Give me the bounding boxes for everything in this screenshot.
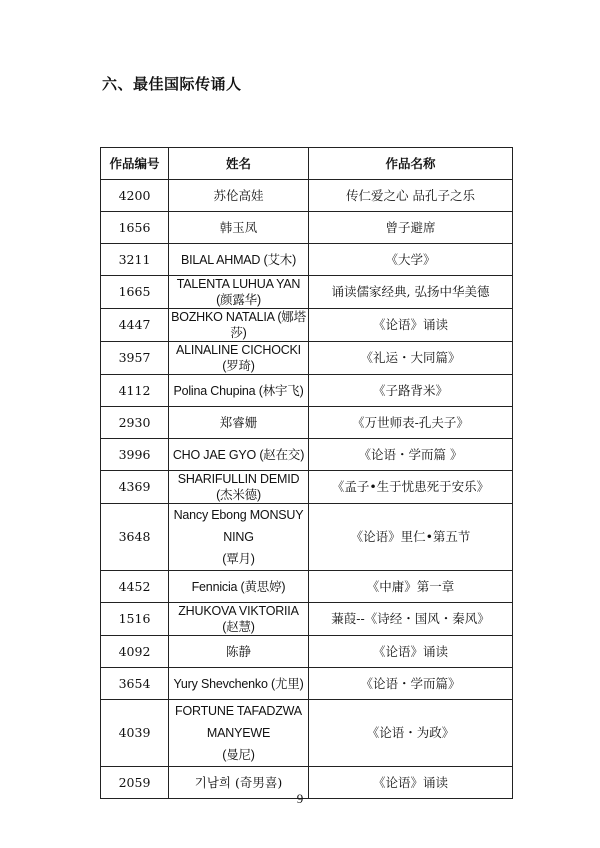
table-row bbox=[101, 636, 513, 668]
cell-name: Yury Shevchenko (尤里) bbox=[169, 668, 309, 700]
cell-name-line-2: (曼尼) bbox=[222, 748, 255, 762]
cell-work-id: 4092 bbox=[101, 636, 169, 668]
table-row bbox=[101, 244, 513, 276]
cell-work-id: 3996 bbox=[101, 439, 169, 471]
cell-work-title: 《论语》诵读 bbox=[309, 636, 513, 668]
cell-work-title: 《论语・为政》 bbox=[309, 700, 513, 767]
table-row bbox=[101, 342, 513, 375]
cell-work-id: 4112 bbox=[101, 375, 169, 407]
cell-name bbox=[169, 504, 309, 571]
cell-work-id: 4369 bbox=[101, 471, 169, 504]
awards-table bbox=[100, 147, 513, 799]
cell-work-id: 3654 bbox=[101, 668, 169, 700]
cell-name: CHO JAE GYO (赵在交) bbox=[169, 439, 309, 471]
cell-work-title: 《论语》诵读 bbox=[309, 309, 513, 342]
cell-work-id: 1516 bbox=[101, 603, 169, 636]
cell-work-title: 蒹葭--《诗经・国风・秦风》 bbox=[309, 603, 513, 636]
table-row bbox=[101, 180, 513, 212]
table-row bbox=[101, 375, 513, 407]
cell-work-title: 《论语》里仁•第五节 bbox=[309, 504, 513, 571]
table-row bbox=[101, 407, 513, 439]
table-row bbox=[101, 439, 513, 471]
cell-work-id: 3957 bbox=[101, 342, 169, 375]
cell-work-title: 《论语・学而篇 》 bbox=[309, 439, 513, 471]
cell-work-title: 诵读儒家经典, 弘扬中华美德 bbox=[309, 276, 513, 309]
table-row bbox=[101, 603, 513, 636]
cell-work-title: 《中庸》第一章 bbox=[309, 571, 513, 603]
cell-work-title: 《万世师表-孔夫子》 bbox=[309, 407, 513, 439]
cell-work-title: 《孟子•生于忧患死于安乐》 bbox=[309, 471, 513, 504]
cell-name-line-1: FORTUNE TAFADZWA MANYEWE bbox=[175, 704, 302, 740]
cell-work-id: 4452 bbox=[101, 571, 169, 603]
cell-work-id: 4447 bbox=[101, 309, 169, 342]
table-row bbox=[101, 668, 513, 700]
page-number: 9 bbox=[296, 791, 304, 806]
cell-name: Fennicia (黄思婷) bbox=[169, 571, 309, 603]
cell-work-title: 《论语・学而篇》 bbox=[309, 668, 513, 700]
cell-name: ALINALINE CICHOCKI (罗琦) bbox=[169, 342, 309, 375]
table-row bbox=[101, 504, 513, 571]
cell-work-title: 传仁爱之心 品孔子之乐 bbox=[309, 180, 513, 212]
cell-work-id: 1656 bbox=[101, 212, 169, 244]
cell-name-line-2: (覃月) bbox=[222, 552, 255, 566]
cell-name: 苏伦高娃 bbox=[169, 180, 309, 212]
table-header-row bbox=[101, 148, 513, 180]
table-row bbox=[101, 212, 513, 244]
cell-work-title: 曾子避席 bbox=[309, 212, 513, 244]
table-row bbox=[101, 700, 513, 767]
section-heading: 六、最佳国际传诵人 bbox=[102, 75, 242, 93]
cell-name: Polina Chupina (林宇飞) bbox=[169, 375, 309, 407]
table-row bbox=[101, 276, 513, 309]
cell-name: BILAL AHMAD (艾木) bbox=[169, 244, 309, 276]
table-row bbox=[101, 471, 513, 504]
cell-work-title: 《礼运・大同篇》 bbox=[309, 342, 513, 375]
table-row bbox=[101, 571, 513, 603]
cell-name: SHARIFULLIN DEMID (杰米德) bbox=[169, 471, 309, 504]
cell-work-id: 3648 bbox=[101, 504, 169, 571]
table-row bbox=[101, 309, 513, 342]
cell-work-id: 2930 bbox=[101, 407, 169, 439]
header-name: 姓名 bbox=[169, 148, 309, 180]
cell-name: ZHUKOVA VIKTORIIA (赵慧) bbox=[169, 603, 309, 636]
cell-name: 陈静 bbox=[169, 636, 309, 668]
cell-name bbox=[169, 700, 309, 767]
cell-work-id: 1665 bbox=[101, 276, 169, 309]
cell-name: TALENTA LUHUA YAN (颜露华) bbox=[169, 276, 309, 309]
cell-work-id: 4200 bbox=[101, 180, 169, 212]
cell-name: 기남희 (奇男喜) bbox=[169, 767, 309, 799]
cell-name: 韩玉凤 bbox=[169, 212, 309, 244]
cell-name-line-1: Nancy Ebong MONSUY NING bbox=[173, 508, 304, 544]
header-work-title: 作品名称 bbox=[309, 148, 513, 180]
cell-work-id: 3211 bbox=[101, 244, 169, 276]
cell-work-title: 《子路背米》 bbox=[309, 375, 513, 407]
header-work-id: 作品编号 bbox=[101, 148, 169, 180]
cell-name: BOZHKO NATALIA (娜塔莎) bbox=[169, 309, 309, 342]
cell-work-id: 2059 bbox=[101, 767, 169, 799]
cell-work-title: 《大学》 bbox=[309, 244, 513, 276]
cell-work-id: 4039 bbox=[101, 700, 169, 767]
cell-work-title: 《论语》诵读 bbox=[309, 767, 513, 799]
cell-name: 郑睿姗 bbox=[169, 407, 309, 439]
